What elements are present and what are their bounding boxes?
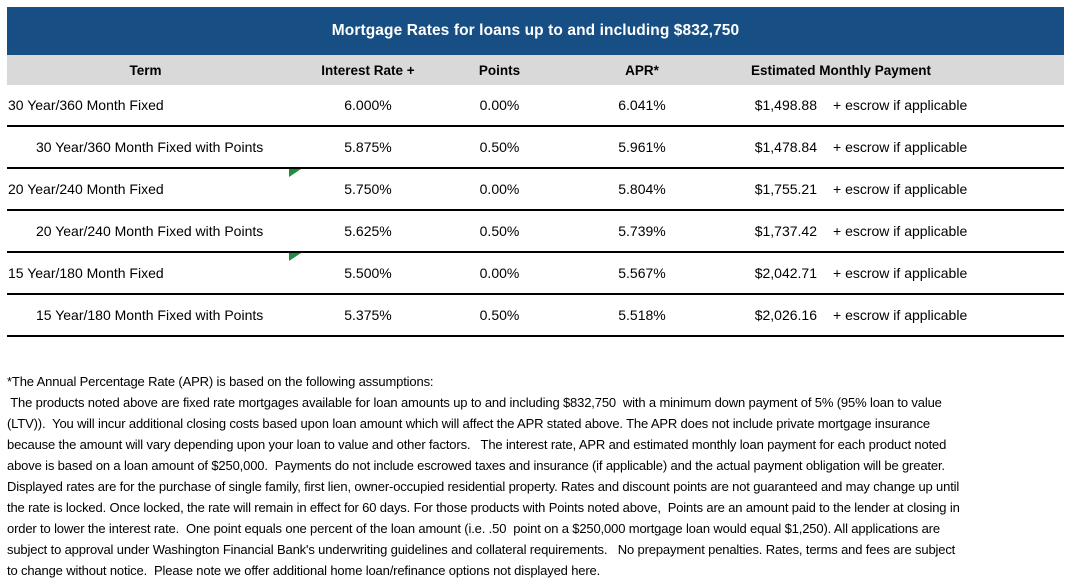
column-header-term: Term <box>129 62 162 78</box>
interest-rate-cell <box>284 127 452 167</box>
disclaimer-line: the rate is locked. Once locked, the rate will remain in effect for 60 days. For those products with Points noted above, Points are an amount paid to the lender at closing in <box>7 500 960 515</box>
interest-rate-value: 6.000% <box>344 97 392 113</box>
disclaimer-line: subject to approval under Washington Financial Bank's underwriting guidelines and collateral requirements. No prepayment penalties. Rates, terms and fees are subject <box>7 542 956 557</box>
term-label: 20 Year/240 Month Fixed <box>8 181 164 197</box>
points-value: 0.00% <box>479 97 520 113</box>
column-header-apr: APR* <box>625 62 659 78</box>
payment-cell <box>737 211 1064 251</box>
interest-rate-value: 5.375% <box>344 307 392 323</box>
disclaimer-line: The products noted above are fixed rate mortgages available for loan amounts up to and including $832,750 with a minimum down payment of 5% (95% loan to value <box>7 395 942 410</box>
table-row <box>7 85 1064 127</box>
points-value: 0.00% <box>479 265 520 281</box>
term-label: 20 Year/240 Month Fixed with Points <box>36 223 264 239</box>
interest-rate-value: 5.500% <box>344 265 392 281</box>
monthly-payment-value: $1,478.84 <box>754 139 817 155</box>
payment-cell <box>737 127 1064 167</box>
escrow-note: + escrow if applicable <box>833 265 968 281</box>
monthly-payment-value: $1,737.42 <box>754 223 817 239</box>
term-label: 15 Year/180 Month Fixed <box>8 265 164 281</box>
apr-cell <box>547 127 737 167</box>
term-cell <box>7 85 284 125</box>
mortgage-rate-sheet <box>7 7 1064 337</box>
points-value: 0.00% <box>479 181 520 197</box>
table-header-row <box>7 55 1064 85</box>
apr-value: 5.739% <box>618 223 666 239</box>
table-row <box>7 253 1064 295</box>
disclaimer-line: *The Annual Percentage Rate (APR) is based on the following assumptions: <box>7 374 434 389</box>
apr-disclaimer <box>7 371 1070 581</box>
monthly-payment-value: $2,026.16 <box>754 307 817 323</box>
interest-rate-value: 5.750% <box>344 181 392 197</box>
escrow-note: + escrow if applicable <box>833 223 968 239</box>
points-cell <box>452 253 547 293</box>
disclaimer-line: above is based on a loan amount of $250,000. Payments do not include escrowed taxes and insurance (if applicable) and the actual payment obligation will be greater. <box>7 458 945 473</box>
sheet-title: Mortgage Rates for loans up to and including $832,750 <box>7 7 1064 55</box>
disclaimer-line: order to lower the interest rate. One point equals one percent of the loan amount (i.e. .50 point on a $250,000 mortgage loan would equal $1,250). All applications are <box>7 521 940 536</box>
apr-value: 5.567% <box>618 265 666 281</box>
interest-rate-cell <box>284 211 452 251</box>
escrow-note: + escrow if applicable <box>833 307 968 323</box>
apr-cell <box>547 211 737 251</box>
term-cell <box>7 211 284 251</box>
points-cell <box>452 85 547 125</box>
term-cell <box>7 253 284 293</box>
disclaimer-line: Displayed rates are for the purchase of single family, first lien, owner-occupied residential property. Rates and discount points are not guaranteed and may change up until <box>7 479 960 494</box>
table-row <box>7 211 1064 253</box>
term-label: 30 Year/360 Month Fixed with Points <box>36 139 264 155</box>
interest-rate-value: 5.625% <box>344 223 392 239</box>
payment-cell <box>737 85 1064 125</box>
term-cell <box>7 127 284 167</box>
payment-cell <box>737 295 1064 335</box>
payment-cell <box>737 169 1064 209</box>
column-header-points: Points <box>478 62 521 78</box>
apr-cell <box>547 169 737 209</box>
points-cell <box>452 295 547 335</box>
term-cell <box>7 169 284 209</box>
interest-rate-value: 5.875% <box>344 139 392 155</box>
term-label: 30 Year/360 Month Fixed <box>8 97 164 113</box>
apr-cell <box>547 85 737 125</box>
interest-rate-cell <box>284 85 452 125</box>
escrow-note: + escrow if applicable <box>833 181 968 197</box>
column-header-interest-rate: Interest Rate + <box>321 62 415 78</box>
monthly-payment-value: $2,042.71 <box>754 265 817 281</box>
points-value: 0.50% <box>479 223 520 239</box>
cell-error-flag-icon <box>289 253 301 261</box>
disclaimer-line: because the amount will vary depending upon your loan to value and other factors. The interest rate, APR and estimated monthly loan payment for each product noted <box>7 437 947 452</box>
interest-rate-cell <box>284 253 452 293</box>
apr-cell <box>547 253 737 293</box>
points-cell <box>452 127 547 167</box>
apr-cell <box>547 295 737 335</box>
interest-rate-cell <box>284 169 452 209</box>
points-value: 0.50% <box>479 307 520 323</box>
apr-value: 5.804% <box>618 181 666 197</box>
escrow-note: + escrow if applicable <box>833 97 968 113</box>
cell-error-flag-icon <box>289 169 301 177</box>
table-body <box>7 85 1064 337</box>
points-cell <box>452 169 547 209</box>
term-label: 15 Year/180 Month Fixed with Points <box>36 307 264 323</box>
column-header-payment: Estimated Monthly Payment <box>751 62 932 78</box>
apr-value: 5.961% <box>618 139 666 155</box>
monthly-payment-value: $1,755.21 <box>754 181 817 197</box>
points-cell <box>452 211 547 251</box>
monthly-payment-value: $1,498.88 <box>754 97 817 113</box>
apr-value: 5.518% <box>618 307 666 323</box>
disclaimer-line: (LTV)). You will incur additional closing costs based upon loan amount which will affect the APR stated above. The APR does not include private mortgage insurance <box>7 416 930 431</box>
payment-cell <box>737 253 1064 293</box>
apr-value: 6.041% <box>618 97 666 113</box>
table-row <box>7 295 1064 337</box>
points-value: 0.50% <box>479 139 520 155</box>
table-row <box>7 169 1064 211</box>
disclaimer-line: to change without notice. Please note we offer additional home loan/refinance options not displayed here. <box>7 563 601 578</box>
escrow-note: + escrow if applicable <box>833 139 968 155</box>
interest-rate-cell <box>284 295 452 335</box>
term-cell <box>7 295 284 335</box>
table-row <box>7 127 1064 169</box>
